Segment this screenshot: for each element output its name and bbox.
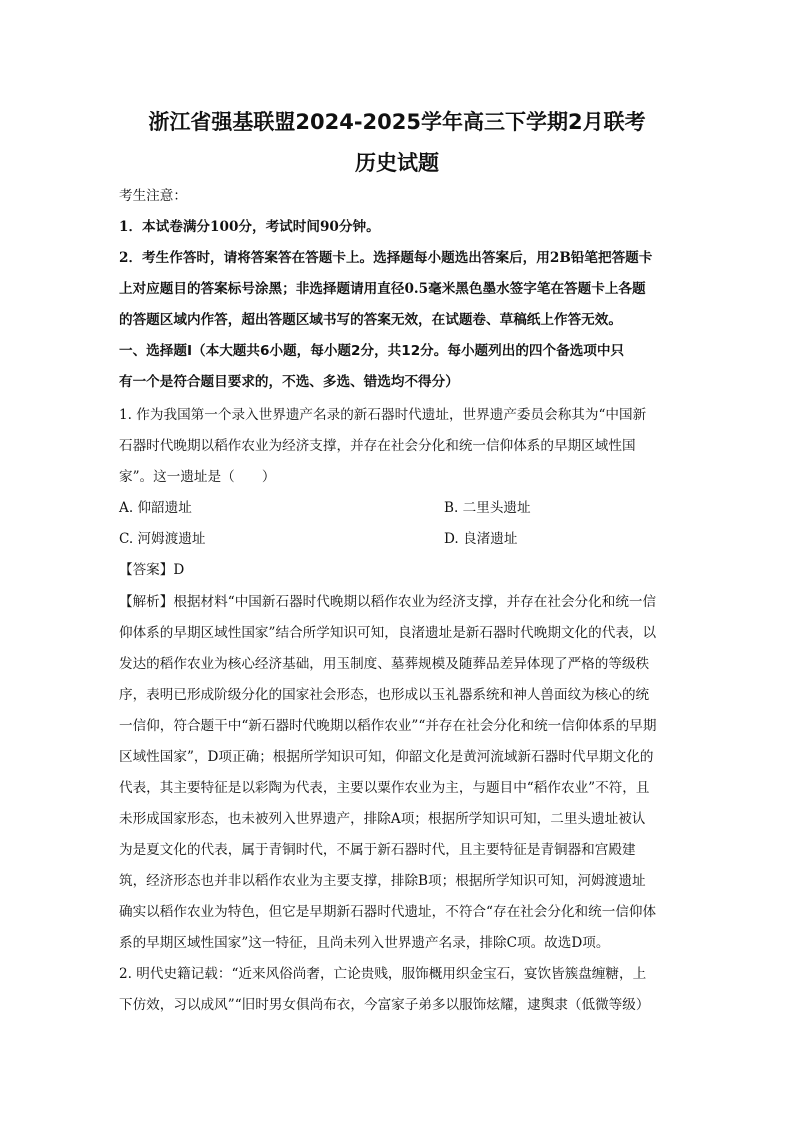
notice-item-2-line-1: 2．考生作答时，请将答案答在答题卡上。选择题每小题选出答案后，用2B铅笔把答题卡 [119, 250, 653, 266]
question-1-line-1: 1. 作为我国第一个录入世界遗产名录的新石器时代遗址，世界遗产委员会称其为“中国新 [119, 407, 647, 423]
document-subtitle: 历史试题 [355, 151, 439, 175]
question-1-line-2: 石器时代晚期以稻作农业为经济支撑，并存在社会分化和统一信仰体系的早期区域性国 [119, 438, 636, 454]
question-1-option-d: D. 良渚遗址 [444, 531, 518, 547]
analysis-line: 区域性国家”，D项正确；根据所学知识可知，仰韶文化是黄河流域新石器时代早期文化的 [119, 749, 654, 765]
analysis-line: 系的早期区域性国家”这一特征，且尚未列入世界遗产名录，排除C项。故选D项。 [119, 935, 610, 951]
question-1-answer: 【答案】D [119, 562, 185, 578]
notice-item-2-line-3: 的答题区域内作答，超出答题区域书写的答案无效，在试题卷、草稿纸上作答无效。 [119, 312, 622, 328]
notice-heading: 考生注意： [119, 188, 187, 204]
analysis-line: 一信仰，符合题干中“新石器时代晚期以稻作农业”“并存在社会分化和统一信仰体系的早期 [119, 718, 657, 734]
analysis-line: 代表，其主要特征是以彩陶为代表，主要以粟作农业为主，与题目中“稻作农业”不符，且 [119, 780, 650, 796]
question-1-option-b: B. 二里头遗址 [444, 500, 531, 516]
analysis-line: 发达的稻作农业为核心经济基础，用玉制度、墓葬规模及随葬品差异体现了严格的等级秩 [119, 656, 650, 672]
analysis-line: 未形成国家形态，也未被列入世界遗产，排除A项；根据所学知识可知，二里头遗址被认 [119, 811, 646, 827]
analysis-line: 仰体系的早期区域性国家”结合所学知识可知，良渚遗址是新石器时代晚期文化的代表，以 [119, 625, 657, 641]
analysis-line: 【解析】根据材料“中国新石器时代晚期以稻作农业为经济支撑，并存在社会分化和统一信 [119, 594, 657, 610]
section-1-heading-line-2: 有一个是符合题目要求的，不选、多选、错选均不得分） [119, 374, 459, 390]
analysis-line: 为是夏文化的代表，属于青铜时代，不属于新石器时代，且主要特征是青铜器和宫殿建 [119, 842, 636, 858]
analysis-line: 筑，经济形态也并非以稻作农业为主要支撑，排除B项；根据所学知识可知，河姆渡遗址 [119, 873, 646, 889]
notice-item-2-line-2: 上对应题目的答案标号涂黑；非选择题请用直径0.5毫米黑色墨水签字笔在答题卡上各题 [119, 281, 646, 297]
question-1-option-a: A. 仰韶遗址 [119, 500, 192, 516]
question-1-line-3: 家”。这一遗址是（ ） [119, 469, 276, 485]
document-title: 浙江省强基联盟2024-2025学年高三下学期2月联考 [148, 110, 646, 134]
analysis-line: 确实以稻作农业为特色，但它是早期新石器时代遗址，不符合“存在社会分化和统一信仰体 [119, 904, 657, 920]
section-1-heading-line-1: 一、选择题Ⅰ（本大题共6小题，每小题2分，共12分。每小题列出的四个备选项中只 [119, 343, 625, 359]
question-2-line-2: 下仿效，习以成风”“旧时男女俱尚布衣，今富家子弟多以服饰炫耀，逮舆隶（低微等级） [119, 997, 650, 1013]
question-1-option-c: C. 河姆渡遗址 [119, 531, 206, 547]
analysis-line: 序，表明已形成阶级分化的国家社会形态，也形成以玉礼器系统和神人兽面纹为核心的统 [119, 687, 650, 703]
question-2-line-1: 2. 明代史籍记载：“近来风俗尚奢，亡论贵贱，服饰概用织金宝石，宴饮皆簇盘缠糖，上 [119, 966, 647, 982]
notice-item-1: 1．本试卷满分100分，考试时间90分钟。 [119, 219, 380, 235]
